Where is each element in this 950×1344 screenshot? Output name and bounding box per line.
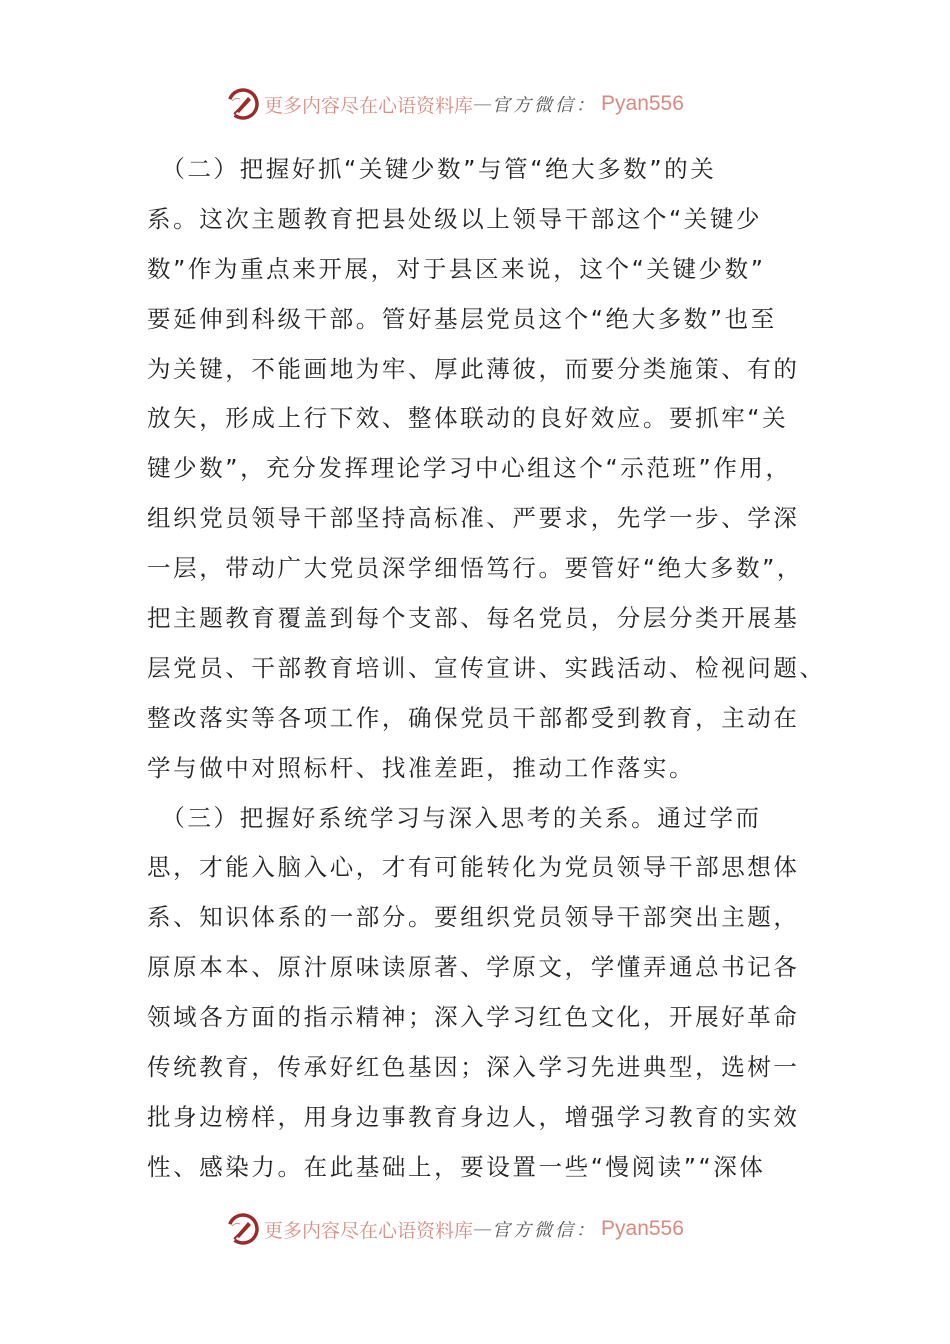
- text-line: 数”作为重点来开展，对于县区来说，这个“关键少数”: [147, 254, 766, 283]
- header-watermark: [226, 86, 684, 122]
- watermark-dash: —: [473, 1218, 493, 1240]
- text-line: 传统教育，传承好红色基因；深入学习先进典型，选树一: [147, 1053, 800, 1082]
- text-line: 原原本本、原汁原味读原著、学原文，学懂弄通总书记各: [147, 953, 800, 982]
- text-line: 把主题教育覆盖到每个支部、每名党员，分层分类开展基: [147, 604, 800, 633]
- text-line: 放矢，形成上行下效、整体联动的良好效应。要抓牢“关: [147, 404, 789, 433]
- text-line: （三）把握好系统学习与深入思考的关系。通过学而: [147, 803, 762, 832]
- watermark-main-text: 更多内容尽在心语资料库: [264, 94, 474, 117]
- watermark-official-label: 官方微信：: [492, 1220, 598, 1241]
- pen-nib-logo-icon: [226, 1212, 260, 1246]
- text-line: 思，才能入脑入心，才有可能转化为党员领导干部思想体: [147, 853, 800, 882]
- text-line: 学与做中对照标杆、找准差距，推动工作落实。: [147, 753, 696, 782]
- text-line: 整改落实等各项工作，确保党员干部都受到教育，主动在: [147, 703, 800, 732]
- watermark-dash: —: [473, 93, 493, 115]
- footer-watermark: [226, 1211, 684, 1247]
- text-line: 批身边榜样，用身边事教育身边人，增强学习教育的实效: [147, 1102, 800, 1131]
- text-line: 层党员、干部教育培训、宣传宣讲、实践活动、检视问题、: [147, 653, 826, 682]
- watermark-wechat-id: Pyan556: [601, 92, 684, 115]
- text-line: 系、知识体系的一部分。要组织党员领导干部突出主题，: [147, 903, 800, 932]
- text-line: 为关键，不能画地为牢、厚此薄彼，而要分类施策、有的: [147, 354, 800, 383]
- text-line: 性、感染力。在此基础上，要设置一些“慢阅读”“深体: [147, 1152, 766, 1181]
- watermark-wechat-id: Pyan556: [601, 1217, 684, 1240]
- text-line: （二）把握好抓“关键少数”与管“绝大多数”的关: [147, 155, 717, 183]
- text-line: 领域各方面的指示精神；深入学习红色文化，开展好革命: [147, 1003, 800, 1032]
- text-line: 键少数”，充分发挥理论学习中心组这个“示范班”作用，: [147, 454, 792, 483]
- text-line: 系。这次主题教育把县处级以上领导干部这个“关键少: [147, 204, 763, 233]
- text-line: 组织党员领导干部坚持高标准、严要求，先学一步、学深: [147, 504, 800, 533]
- pen-nib-logo-icon: [226, 87, 260, 121]
- watermark-official-label: 官方微信：: [492, 95, 598, 116]
- text-line: 一层，带动广大党员深学细悟笃行。要管好“绝大多数”，: [147, 554, 803, 583]
- watermark-main-text: 更多内容尽在心语资料库: [264, 1219, 474, 1242]
- document-body: [147, 145, 826, 1193]
- text-line: 要延伸到科级干部。管好基层党员这个“绝大多数”也至: [147, 304, 777, 333]
